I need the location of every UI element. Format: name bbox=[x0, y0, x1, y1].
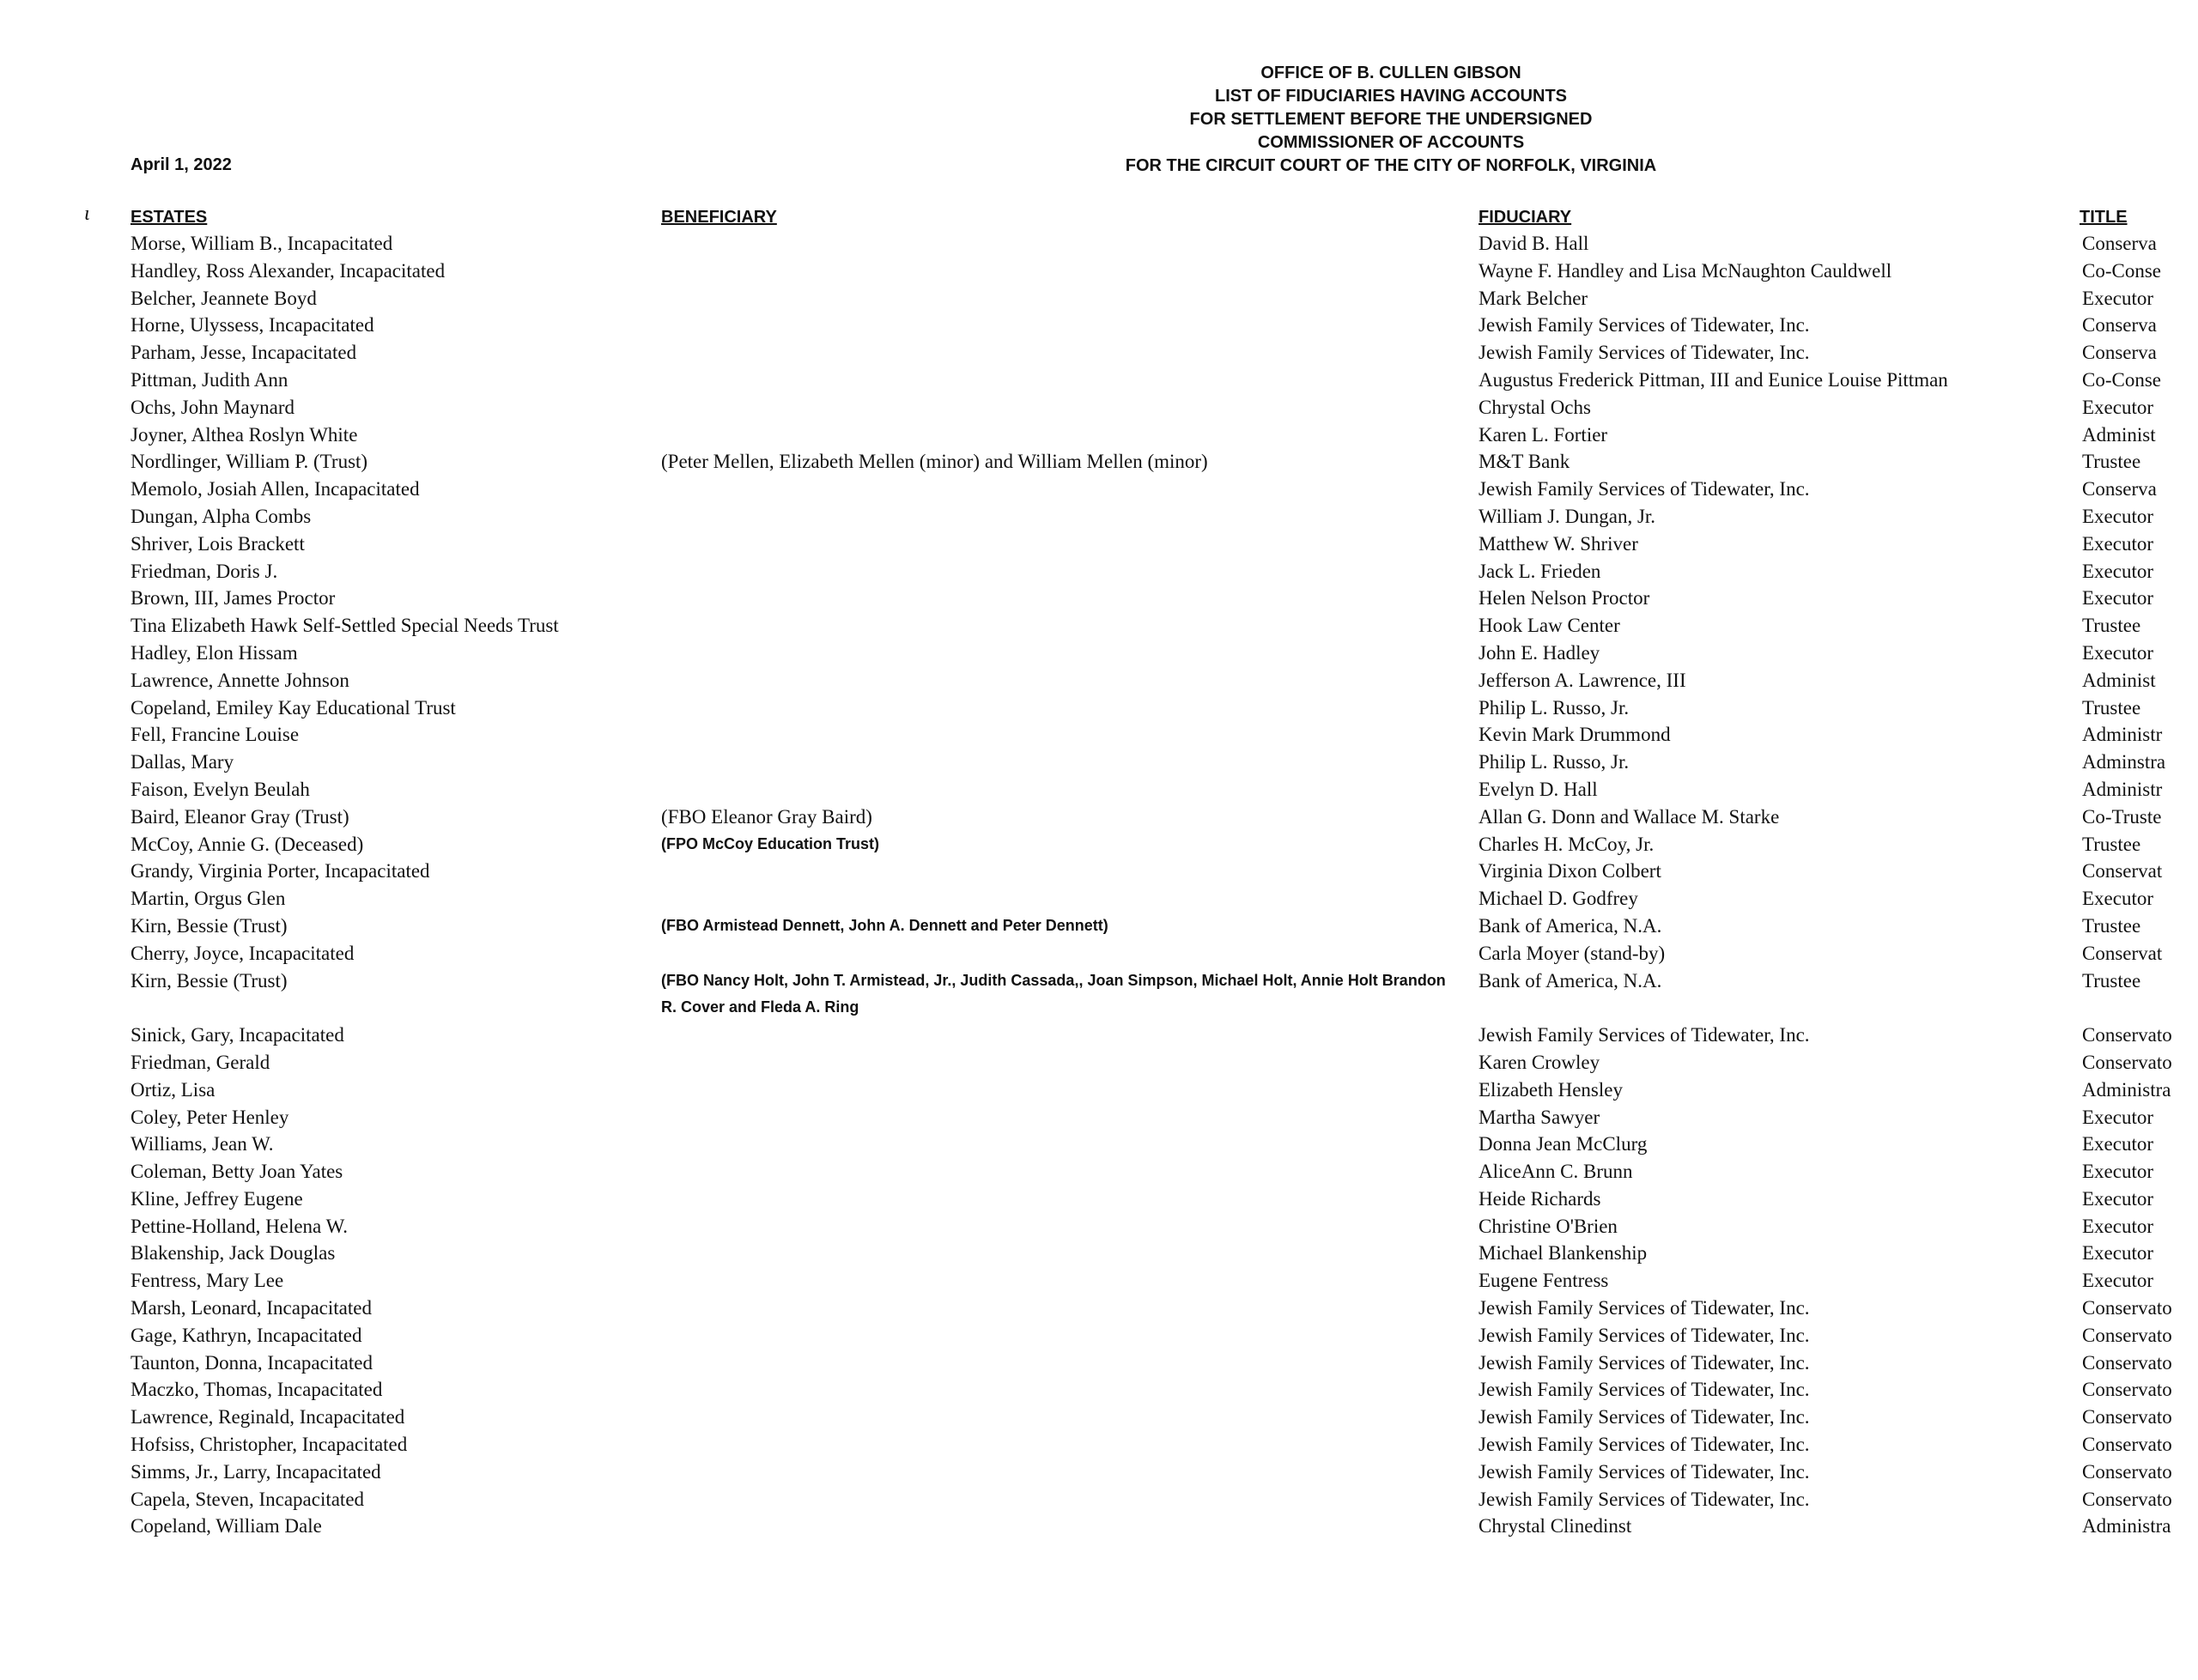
fiduciary-cell: Wayne F. Handley and Lisa McNaughton Cauldwell bbox=[1478, 259, 1892, 282]
title-cell: Executor bbox=[2082, 1187, 2154, 1210]
table-row bbox=[0, 394, 2198, 422]
table-row bbox=[0, 339, 2198, 367]
table-row bbox=[0, 1349, 2198, 1377]
title-cell: Executor bbox=[2082, 1106, 2154, 1128]
fiduciary-cell: Eugene Fentress bbox=[1478, 1270, 1609, 1292]
table-row bbox=[0, 776, 2198, 804]
title-cell: Executor bbox=[2082, 287, 2154, 309]
fiduciary-cell: Jewish Family Services of Tidewater, Inc. bbox=[1478, 314, 1810, 337]
title-cell: Conservato bbox=[2082, 1488, 2172, 1510]
header-line-court: FOR THE CIRCUIT COURT OF THE CITY OF NORFOLK, VIRGINIA bbox=[1125, 156, 1657, 175]
fiduciary-cell: William J. Dungan, Jr. bbox=[1478, 505, 1656, 527]
table-row bbox=[0, 694, 2198, 722]
table-row bbox=[0, 367, 2198, 394]
title-cell: Conservato bbox=[2082, 1434, 2172, 1456]
title-cell: Conservato bbox=[2082, 1406, 2172, 1428]
header-line-list: LIST OF FIDUCIARIES HAVING ACCOUNTS bbox=[1215, 87, 1567, 106]
title-cell: Conservato bbox=[2082, 1324, 2172, 1346]
title-cell: Trustee bbox=[2082, 833, 2141, 855]
title-cell: Administr bbox=[2082, 724, 2163, 746]
fiduciary-cell: Heide Richards bbox=[1478, 1187, 1601, 1210]
fiduciary-cell: Jewish Family Services of Tidewater, Inc. bbox=[1478, 1434, 1810, 1456]
title-cell: Executor bbox=[2082, 888, 2154, 910]
fiduciary-cell: Philip L. Russo, Jr. bbox=[1478, 696, 1630, 719]
title-cell: Administra bbox=[2082, 1515, 2171, 1537]
estate-cell: Friedman, Doris J. bbox=[131, 560, 278, 582]
estate-cell: Coleman, Betty Joan Yates bbox=[131, 1161, 343, 1183]
fiduciary-cell: Karen L. Fortier bbox=[1478, 423, 1608, 446]
title-cell: Conserva bbox=[2082, 233, 2157, 254]
column-header-estates: ESTATES bbox=[131, 208, 208, 227]
estate-cell: Dallas, Mary bbox=[131, 751, 234, 773]
estate-cell: Copeland, Emiley Kay Educational Trust bbox=[131, 696, 456, 719]
estate-cell: Belcher, Jeannete Boyd bbox=[131, 287, 317, 309]
header-line-office: OFFICE OF B. CULLEN GIBSON bbox=[1260, 64, 1521, 82]
table-row bbox=[0, 1295, 2198, 1322]
fiduciary-cell: Jewish Family Services of Tidewater, Inc. bbox=[1478, 1024, 1810, 1046]
title-cell: Executor bbox=[2082, 587, 2154, 610]
fiduciary-cell: Bank of America, N.A. bbox=[1478, 914, 1662, 937]
table-row bbox=[0, 1158, 2198, 1186]
title-cell: Conservato bbox=[2082, 1024, 2172, 1046]
title-cell: Conserva bbox=[2082, 478, 2157, 500]
estate-cell: Simms, Jr., Larry, Incapacitated bbox=[131, 1460, 381, 1483]
fiduciary-cell: Augustus Frederick Pittman, III and Eunice Louise Pittman bbox=[1478, 368, 1948, 391]
title-cell: Executor bbox=[2082, 1242, 2154, 1265]
table-row bbox=[0, 913, 2198, 940]
title-cell: Trustee bbox=[2082, 969, 2141, 992]
table-row bbox=[0, 312, 2198, 339]
estate-cell: Blakenship, Jack Douglas bbox=[131, 1242, 336, 1265]
fiduciary-cell: Virginia Dixon Colbert bbox=[1478, 860, 1661, 882]
table-row bbox=[0, 1186, 2198, 1213]
estate-cell: Ochs, John Maynard bbox=[131, 396, 294, 418]
estate-cell: Baird, Eleanor Gray (Trust) bbox=[131, 805, 349, 828]
beneficiary-cell: (FBO Nancy Holt, John T. Armistead, Jr., Judith Cassada,, Joan Simpson, Michael Holt, Annie Holt Brandon R. Cover and Fleda A. Ring bbox=[661, 971, 1446, 1016]
title-cell: Administra bbox=[2082, 1078, 2171, 1101]
estate-cell: McCoy, Annie G. (Deceased) bbox=[131, 833, 364, 855]
estate-cell: Kirn, Bessie (Trust) bbox=[131, 914, 288, 937]
fiduciary-cell: Jewish Family Services of Tidewater, Inc. bbox=[1478, 1351, 1810, 1374]
estate-cell: Cherry, Joyce, Incapacitated bbox=[131, 942, 355, 964]
table-row bbox=[0, 258, 2198, 285]
fiduciary-cell: David B. Hall bbox=[1478, 233, 1589, 254]
beneficiary-cell: (Peter Mellen, Elizabeth Mellen (minor) and William Mellen (minor) bbox=[661, 451, 1208, 473]
table-row bbox=[0, 1513, 2198, 1540]
table-row bbox=[0, 503, 2198, 531]
title-cell: Executor bbox=[2082, 1161, 2154, 1183]
column-header-beneficiary: BENEFICIARY bbox=[661, 208, 777, 227]
table-row bbox=[0, 1240, 2198, 1267]
beneficiary-cell: (FBO Armistead Dennett, John A. Dennett and Peter Dennett) bbox=[661, 916, 1108, 934]
estate-cell: Grandy, Virginia Porter, Incapacitated bbox=[131, 860, 430, 882]
fiduciary-cell: Bank of America, N.A. bbox=[1478, 969, 1662, 992]
fiduciary-cell: Kevin Mark Drummond bbox=[1478, 724, 1671, 746]
estate-cell: Pettine-Holland, Helena W. bbox=[131, 1215, 348, 1237]
table-row bbox=[0, 531, 2198, 558]
fiduciary-cell: Matthew W. Shriver bbox=[1478, 532, 1638, 555]
estate-cell: Nordlinger, William P. (Trust) bbox=[131, 451, 368, 473]
estate-cell: Martin, Orgus Glen bbox=[131, 888, 286, 910]
estate-cell: Williams, Jean W. bbox=[131, 1133, 274, 1155]
table-row bbox=[0, 448, 2198, 476]
title-cell: Conservato bbox=[2082, 1460, 2172, 1483]
title-cell: Trustee bbox=[2082, 696, 2141, 719]
table-row bbox=[0, 885, 2198, 913]
title-cell: Conservato bbox=[2082, 1379, 2172, 1401]
table-row bbox=[0, 585, 2198, 612]
estate-cell: Horne, Ulyssess, Incapacitated bbox=[131, 314, 374, 337]
fiduciary-cell: Charles H. McCoy, Jr. bbox=[1478, 833, 1655, 855]
fiduciary-cell: Donna Jean McClurg bbox=[1478, 1133, 1648, 1155]
fiduciary-cell: Hook Law Center bbox=[1478, 615, 1620, 637]
stray-mark: ι bbox=[84, 203, 90, 225]
fiduciary-cell: Allan G. Donn and Wallace M. Starke bbox=[1478, 805, 1780, 828]
fiduciary-cell: Jewish Family Services of Tidewater, Inc. bbox=[1478, 342, 1810, 364]
table-row bbox=[0, 422, 2198, 449]
estate-cell: Gage, Kathryn, Incapacitated bbox=[131, 1324, 362, 1346]
beneficiary-cell: (FPO McCoy Education Trust) bbox=[661, 834, 880, 852]
fiduciary-table bbox=[0, 230, 2198, 1540]
estate-cell: Hofsiss, Christopher, Incapacitated bbox=[131, 1434, 408, 1456]
estate-cell: Kline, Jeffrey Eugene bbox=[131, 1187, 303, 1210]
fiduciary-cell: Evelyn D. Hall bbox=[1478, 778, 1598, 800]
estate-cell: Fell, Francine Louise bbox=[131, 724, 300, 746]
title-cell: Executor bbox=[2082, 1215, 2154, 1237]
estate-cell: Taunton, Donna, Incapacitated bbox=[131, 1351, 373, 1374]
table-row bbox=[0, 749, 2198, 776]
header-line-settlement: FOR SETTLEMENT BEFORE THE UNDERSIGNED bbox=[1189, 110, 1593, 129]
table-row bbox=[0, 230, 2198, 258]
table-row bbox=[0, 1022, 2198, 1049]
title-cell: Executor bbox=[2082, 1133, 2154, 1155]
table-row bbox=[0, 1431, 2198, 1459]
document-date: April 1, 2022 bbox=[131, 155, 232, 174]
title-cell: Administr bbox=[2082, 778, 2163, 800]
estate-cell: Copeland, William Dale bbox=[131, 1515, 322, 1537]
title-cell: Administ bbox=[2082, 669, 2156, 691]
table-row bbox=[0, 1322, 2198, 1349]
header-line-commissioner: COMMISSIONER OF ACCOUNTS bbox=[1257, 133, 1525, 152]
table-row bbox=[0, 1267, 2198, 1295]
estate-cell: Kirn, Bessie (Trust) bbox=[131, 969, 288, 992]
title-cell: Co-Truste bbox=[2082, 805, 2162, 828]
fiduciary-cell: Jack L. Frieden bbox=[1478, 560, 1601, 582]
estate-cell: Marsh, Leonard, Incapacitated bbox=[131, 1297, 372, 1319]
title-cell: Executor bbox=[2082, 560, 2154, 582]
title-cell: Co-Conse bbox=[2082, 368, 2161, 391]
table-row bbox=[0, 858, 2198, 885]
title-cell: Trustee bbox=[2082, 451, 2141, 473]
table-row bbox=[0, 476, 2198, 503]
fiduciary-cell: Jewish Family Services of Tidewater, Inc. bbox=[1478, 1460, 1810, 1483]
estate-cell: Sinick, Gary, Incapacitated bbox=[131, 1024, 344, 1046]
title-cell: Trustee bbox=[2082, 615, 2141, 637]
table-row bbox=[0, 721, 2198, 749]
estate-cell: Lawrence, Reginald, Incapacitated bbox=[131, 1406, 405, 1428]
title-cell: Conservato bbox=[2082, 1297, 2172, 1319]
estate-cell: Brown, III, James Proctor bbox=[131, 587, 336, 610]
estate-cell: Memolo, Josiah Allen, Incapacitated bbox=[131, 478, 420, 500]
estate-cell: Hadley, Elon Hissam bbox=[131, 641, 298, 664]
estate-cell: Shriver, Lois Brackett bbox=[131, 532, 305, 555]
table-row bbox=[0, 940, 2198, 967]
table-row bbox=[0, 1486, 2198, 1513]
fiduciary-cell: Jewish Family Services of Tidewater, Inc. bbox=[1478, 1324, 1810, 1346]
title-cell: Executor bbox=[2082, 641, 2154, 664]
estate-cell: Morse, William B., Incapacitated bbox=[131, 233, 393, 254]
table-row bbox=[0, 804, 2198, 831]
table-row bbox=[0, 1376, 2198, 1404]
title-cell: Conserva bbox=[2082, 314, 2157, 337]
title-cell: Conserva bbox=[2082, 342, 2157, 364]
title-cell: Executor bbox=[2082, 396, 2154, 418]
fiduciary-cell: Jewish Family Services of Tidewater, Inc. bbox=[1478, 1406, 1810, 1428]
fiduciary-cell: Elizabeth Hensley bbox=[1478, 1078, 1623, 1101]
fiduciary-cell: Mark Belcher bbox=[1478, 287, 1588, 309]
table-row bbox=[0, 640, 2198, 667]
fiduciary-cell: Karen Crowley bbox=[1478, 1051, 1600, 1073]
estate-cell: Dungan, Alpha Combs bbox=[131, 505, 312, 527]
fiduciary-cell: John E. Hadley bbox=[1478, 641, 1600, 664]
estate-cell: Fentress, Mary Lee bbox=[131, 1270, 284, 1292]
table-row bbox=[0, 558, 2198, 585]
title-cell: Conservat bbox=[2082, 860, 2163, 882]
estate-cell: Ortiz, Lisa bbox=[131, 1078, 216, 1101]
estate-cell: Friedman, Gerald bbox=[131, 1051, 270, 1073]
title-cell: Executor bbox=[2082, 505, 2154, 527]
fiduciary-cell: Michael Blankenship bbox=[1478, 1242, 1648, 1265]
fiduciary-cell: Jewish Family Services of Tidewater, Inc. bbox=[1478, 1297, 1810, 1319]
table-row bbox=[0, 1404, 2198, 1431]
beneficiary-cell: (FBO Eleanor Gray Baird) bbox=[661, 805, 872, 828]
fiduciary-cell: Jewish Family Services of Tidewater, Inc. bbox=[1478, 1379, 1810, 1401]
fiduciary-cell: M&T Bank bbox=[1478, 451, 1570, 473]
title-cell: Conservato bbox=[2082, 1351, 2172, 1374]
fiduciary-cell: Jefferson A. Lawrence, III bbox=[1478, 669, 1686, 691]
fiduciary-cell: Philip L. Russo, Jr. bbox=[1478, 751, 1630, 773]
title-cell: Conservat bbox=[2082, 942, 2163, 964]
estate-cell: Pittman, Judith Ann bbox=[131, 368, 288, 391]
table-row bbox=[0, 1077, 2198, 1104]
title-cell: Adminstra bbox=[2082, 751, 2166, 773]
estate-cell: Maczko, Thomas, Incapacitated bbox=[131, 1379, 383, 1401]
column-header-fiduciary: FIDUCIARY bbox=[1478, 208, 1572, 227]
fiduciary-cell: Helen Nelson Proctor bbox=[1478, 587, 1650, 610]
estate-cell: Tina Elizabeth Hawk Self-Settled Special Needs Trust bbox=[131, 615, 559, 637]
column-header-title: TITLE bbox=[2080, 208, 2128, 227]
fiduciary-cell: AliceAnn C. Brunn bbox=[1478, 1161, 1633, 1183]
table-row bbox=[0, 1104, 2198, 1131]
title-cell: Co-Conse bbox=[2082, 259, 2161, 282]
table-row bbox=[0, 612, 2198, 640]
title-cell: Administ bbox=[2082, 423, 2156, 446]
fiduciary-cell: Jewish Family Services of Tidewater, Inc. bbox=[1478, 478, 1810, 500]
estate-cell: Handley, Ross Alexander, Incapacitated bbox=[131, 259, 446, 282]
fiduciary-cell: Chrystal Clinedinst bbox=[1478, 1515, 1632, 1537]
fiduciary-cell: Michael D. Godfrey bbox=[1478, 888, 1638, 910]
table-row bbox=[0, 285, 2198, 312]
fiduciary-cell: Chrystal Ochs bbox=[1478, 396, 1591, 418]
fiduciary-cell: Christine O'Brien bbox=[1478, 1215, 1618, 1237]
estate-cell: Parham, Jesse, Incapacitated bbox=[131, 342, 357, 364]
table-row bbox=[0, 1459, 2198, 1486]
title-cell: Executor bbox=[2082, 1270, 2154, 1292]
title-cell: Conservato bbox=[2082, 1051, 2172, 1073]
estate-cell: Coley, Peter Henley bbox=[131, 1106, 289, 1128]
table-row bbox=[0, 1131, 2198, 1158]
title-cell: Executor bbox=[2082, 532, 2154, 555]
table-row bbox=[0, 1049, 2198, 1077]
table-row bbox=[0, 1213, 2198, 1240]
fiduciary-cell: Martha Sawyer bbox=[1478, 1106, 1600, 1128]
fiduciary-cell: Carla Moyer (stand-by) bbox=[1478, 942, 1666, 964]
table-row bbox=[0, 967, 2198, 1022]
estate-cell: Lawrence, Annette Johnson bbox=[131, 669, 349, 691]
table-row bbox=[0, 667, 2198, 694]
estate-cell: Joyner, Althea Roslyn White bbox=[131, 423, 358, 446]
estate-cell: Faison, Evelyn Beulah bbox=[131, 778, 310, 800]
title-cell: Trustee bbox=[2082, 914, 2141, 937]
estate-cell: Capela, Steven, Incapacitated bbox=[131, 1488, 365, 1510]
fiduciary-cell: Jewish Family Services of Tidewater, Inc. bbox=[1478, 1488, 1810, 1510]
table-row bbox=[0, 831, 2198, 858]
document-header bbox=[1030, 62, 1752, 178]
